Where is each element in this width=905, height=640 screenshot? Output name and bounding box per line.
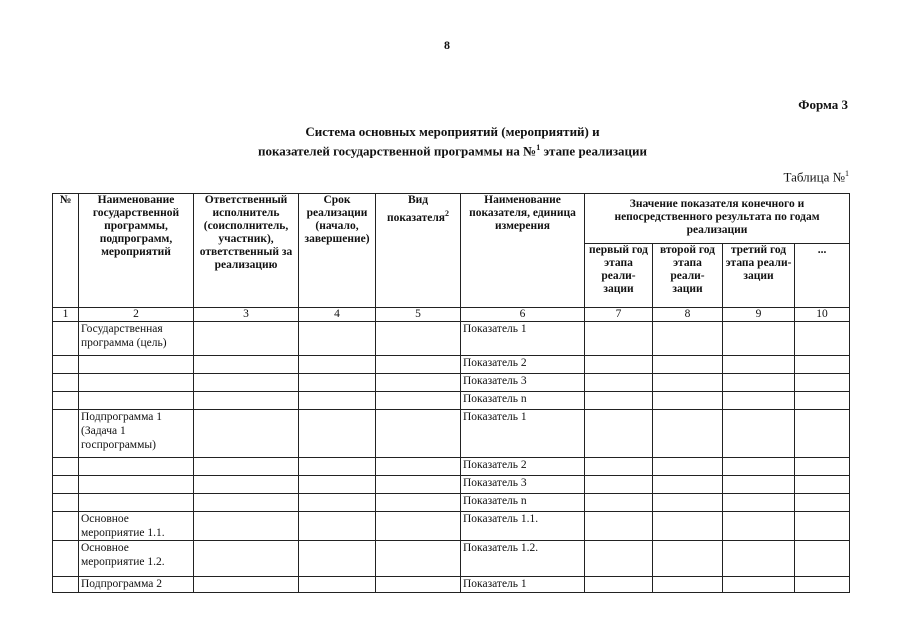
- empty-cell: [795, 410, 850, 458]
- row-indicator-cell: Показатель 3: [461, 476, 585, 494]
- empty-cell: [194, 512, 299, 541]
- empty-cell: [653, 476, 723, 494]
- column-number: 3: [194, 308, 299, 322]
- empty-cell: [194, 322, 299, 356]
- empty-cell: [723, 322, 795, 356]
- empty-cell: [723, 512, 795, 541]
- column-number: 7: [585, 308, 653, 322]
- row-name-cell: [79, 458, 194, 476]
- empty-cell: [795, 458, 850, 476]
- empty-cell: [585, 322, 653, 356]
- empty-cell: [299, 374, 376, 392]
- header-year-2: второй год этапа реали- зации: [653, 244, 723, 308]
- header-values-group: Значение показателя конечного и непосредственного результата по годам реализации: [585, 194, 850, 244]
- empty-cell: [723, 458, 795, 476]
- empty-cell: [194, 577, 299, 593]
- empty-cell: [194, 392, 299, 410]
- title-line-2-suffix: этапе реализации: [540, 143, 648, 159]
- empty-cell: [653, 541, 723, 577]
- column-number: 5: [376, 308, 461, 322]
- column-number: 1: [53, 308, 79, 322]
- table-row: [53, 322, 850, 356]
- empty-cell: [194, 494, 299, 512]
- empty-cell: [194, 458, 299, 476]
- header-period: Срок реализации (начало, завершение): [299, 194, 376, 308]
- row-name-cell: Государственная программа (цель): [79, 322, 194, 356]
- empty-cell: [299, 458, 376, 476]
- empty-cell: [299, 541, 376, 577]
- empty-cell: [194, 374, 299, 392]
- title-line-2-prefix: показателей государственной программы на №: [257, 143, 537, 159]
- empty-cell: [585, 494, 653, 512]
- header-number: №: [53, 194, 79, 308]
- empty-cell: [723, 410, 795, 458]
- title-line-2: [0, 140, 905, 159]
- empty-cell: [376, 374, 461, 392]
- column-number: 9: [723, 308, 795, 322]
- title-footnote-mark: 1: [536, 143, 541, 152]
- row-name-cell: [79, 494, 194, 512]
- empty-cell: [53, 458, 79, 476]
- column-number: 2: [79, 308, 194, 322]
- empty-cell: [194, 541, 299, 577]
- empty-cell: [585, 577, 653, 593]
- empty-cell: [299, 512, 376, 541]
- row-indicator-cell: Показатель 1: [461, 322, 585, 356]
- empty-cell: [653, 458, 723, 476]
- indicators-table: [52, 193, 850, 593]
- header-indicator-type: [376, 194, 461, 308]
- empty-cell: [723, 494, 795, 512]
- empty-cell: [795, 392, 850, 410]
- empty-cell: [53, 494, 79, 512]
- empty-cell: [585, 356, 653, 374]
- table-row: [53, 356, 850, 374]
- empty-cell: [795, 322, 850, 356]
- row-indicator-cell: Показатель 1: [461, 577, 585, 593]
- empty-cell: [653, 410, 723, 458]
- header-indicator-name: Наименование показателя, единица измерения: [461, 194, 585, 308]
- row-name-cell: Подпрограмма 1 (Задача 1 госпрограммы): [79, 410, 194, 458]
- empty-cell: [723, 577, 795, 593]
- row-indicator-cell: Показатель n: [461, 494, 585, 512]
- empty-cell: [299, 494, 376, 512]
- header-name: Наименование государственной программы, подпрограмм, мероприятий: [79, 194, 194, 308]
- page-number: 8: [444, 38, 450, 52]
- title-line-1: Система основных мероприятий (мероприятий) и: [305, 124, 600, 139]
- empty-cell: [585, 392, 653, 410]
- document-title: [0, 124, 905, 159]
- column-number: 8: [653, 308, 723, 322]
- empty-cell: [53, 410, 79, 458]
- row-indicator-cell: Показатель 2: [461, 458, 585, 476]
- empty-cell: [53, 577, 79, 593]
- empty-cell: [376, 476, 461, 494]
- row-indicator-cell: Показатель n: [461, 392, 585, 410]
- table-row: [53, 458, 850, 476]
- table-row: [53, 512, 850, 541]
- form-label: Форма 3: [798, 97, 848, 112]
- column-number: 10: [795, 308, 850, 322]
- empty-cell: [53, 374, 79, 392]
- empty-cell: [795, 476, 850, 494]
- table-row: [53, 410, 850, 458]
- empty-cell: [585, 512, 653, 541]
- empty-cell: [53, 476, 79, 494]
- empty-cell: [795, 512, 850, 541]
- row-name-cell: [79, 392, 194, 410]
- empty-cell: [795, 577, 850, 593]
- column-number-row: [53, 308, 850, 322]
- empty-cell: [53, 356, 79, 374]
- empty-cell: [194, 410, 299, 458]
- empty-cell: [194, 476, 299, 494]
- empty-cell: [653, 374, 723, 392]
- row-name-cell: [79, 476, 194, 494]
- table-label: [783, 169, 849, 185]
- empty-cell: [723, 356, 795, 374]
- empty-cell: [585, 374, 653, 392]
- empty-cell: [53, 322, 79, 356]
- empty-cell: [376, 410, 461, 458]
- empty-cell: [723, 476, 795, 494]
- column-number: 4: [299, 308, 376, 322]
- header-year-more: ...: [795, 244, 850, 308]
- empty-cell: [299, 476, 376, 494]
- table-row: [53, 541, 850, 577]
- table-body: [53, 308, 850, 593]
- empty-cell: [299, 356, 376, 374]
- empty-cell: [795, 356, 850, 374]
- empty-cell: [653, 392, 723, 410]
- empty-cell: [723, 392, 795, 410]
- empty-cell: [376, 458, 461, 476]
- empty-cell: [585, 476, 653, 494]
- empty-cell: [795, 541, 850, 577]
- column-number: 6: [461, 308, 585, 322]
- row-name-cell: Подпрограмма 2: [79, 577, 194, 593]
- empty-cell: [723, 541, 795, 577]
- row-name-cell: [79, 374, 194, 392]
- empty-cell: [194, 356, 299, 374]
- empty-cell: [299, 410, 376, 458]
- table-row: [53, 374, 850, 392]
- empty-cell: [653, 322, 723, 356]
- empty-cell: [795, 494, 850, 512]
- header-responsible: Ответственный исполнитель (соисполнитель, участник), ответственный за реализацию: [194, 194, 299, 308]
- row-indicator-cell: Показатель 3: [461, 374, 585, 392]
- empty-cell: [376, 322, 461, 356]
- table-label-footnote: 1: [845, 169, 849, 178]
- table-row: [53, 476, 850, 494]
- empty-cell: [376, 512, 461, 541]
- header-year-1: первый год этапа реали- зации: [585, 244, 653, 308]
- row-name-cell: [79, 356, 194, 374]
- empty-cell: [795, 374, 850, 392]
- row-indicator-cell: Показатель 1.2.: [461, 541, 585, 577]
- empty-cell: [299, 577, 376, 593]
- empty-cell: [376, 577, 461, 593]
- row-name-cell: Основное мероприятие 1.2.: [79, 541, 194, 577]
- empty-cell: [299, 322, 376, 356]
- empty-cell: [585, 458, 653, 476]
- empty-cell: [653, 577, 723, 593]
- empty-cell: [585, 541, 653, 577]
- header-indicator-type-text: Вид показателя: [386, 194, 446, 224]
- header-year-3: третий год этапа реали- зации: [723, 244, 795, 308]
- empty-cell: [376, 356, 461, 374]
- row-indicator-cell: Показатель 1.1.: [461, 512, 585, 541]
- empty-cell: [53, 512, 79, 541]
- empty-cell: [653, 494, 723, 512]
- empty-cell: [53, 392, 79, 410]
- row-indicator-cell: Показатель 2: [461, 356, 585, 374]
- table-row: [53, 494, 850, 512]
- empty-cell: [723, 374, 795, 392]
- table-row: [53, 392, 850, 410]
- table-row: [53, 577, 850, 593]
- empty-cell: [299, 392, 376, 410]
- empty-cell: [376, 494, 461, 512]
- row-indicator-cell: Показатель 1: [461, 410, 585, 458]
- row-name-cell: Основное мероприятие 1.1.: [79, 512, 194, 541]
- empty-cell: [653, 512, 723, 541]
- empty-cell: [653, 356, 723, 374]
- empty-cell: [376, 541, 461, 577]
- empty-cell: [585, 410, 653, 458]
- table-label-text: Таблица №: [783, 169, 845, 185]
- empty-cell: [376, 392, 461, 410]
- header-indicator-type-footnote: 2: [445, 209, 450, 218]
- empty-cell: [53, 541, 79, 577]
